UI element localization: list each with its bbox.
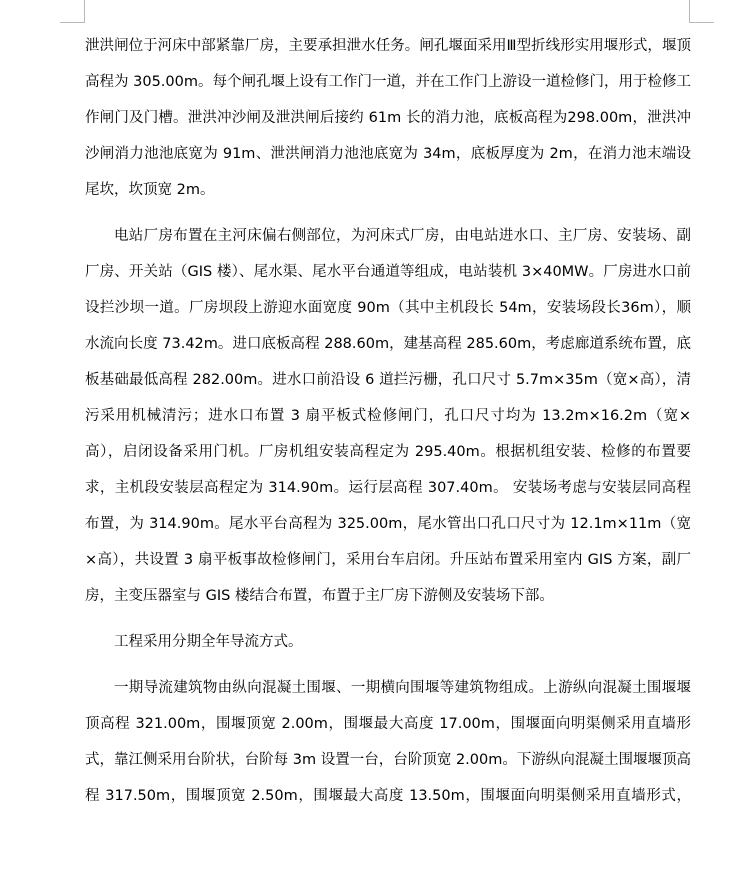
document-body [85,28,691,824]
page-corner-mark-top-left [60,0,85,23]
paragraph-spillway-gate: 泄洪闸位于河床中部紧靠厂房，主要承担泄水任务。闸孔堰面采用Ⅲ型折线形实用堰形式，堰顶高程为 305.00m。每个闸孔堰上设有工作门一道，并在工作门上游设一道检修门，用于检修工作闸门及门槽。泄洪冲沙闸及泄洪闸后接约 61m 长的消力池，底板高程为298.00m，泄洪冲沙闸消力池池底宽为 91m、泄洪闸消力池池底宽为 34m，底板厚度为 2m，在消力池末端设尾坎，坎顶宽 2m。 [85,38,691,198]
page-corner-mark-top-right [689,0,714,23]
paragraph-first-stage-cofferdam: 一期导流建筑物由纵向混凝土围堰、一期横向围堰等建筑物组成。上游纵向混凝土围堰堰顶高程 321.00m，围堰顶宽 2.00m，围堰最大高度 17.00m，围堰面向明渠侧采用直墙形式，靠江侧采用台阶状，台阶每 3m 设置一台，台阶顶宽 2.00m。下游纵向混凝土围堰堰顶高程 317.50m，围堰顶宽 2.50m，围堰最大高度 13.50m，围堰面向明渠侧采用直墙形式， [85,680,691,804]
paragraph-powerhouse: 电站厂房布置在主河床偏右侧部位，为河床式厂房，由电站进水口、主厂房、安装场、副厂房、开关站（GIS 楼）、尾水渠、尾水平台通道等组成，电站装机 3×40MW。厂房进水口前设拦沙坝一道。厂房坝段上游迎水面宽度 90m（其中主机段长 54m，安装场段长36m），顺水流向长度 73.42m。进口底板高程 288.60m，建基高程 285.60m，考虑廊道系统布置，底板基础最低高程 282.00m。进水口前沿设 6 道拦污栅，孔口尺寸 5.7m×35m（宽×高），清污采用机械清污；进水口布置 3 扇平板式检修闸门，孔口尺寸均为 13.2m×16.2m（宽×高），启闭设备采用门机。厂房机组安装高程定为 295.40m。根据机组安装、检修的布置要求，主机段安装层高程定为 314.90m。运行层高程 307.40m。 安装场考虑与安装层同高程布置，为 314.90m。尾水平台高程为 325.00m，尾水管出口孔口尺寸为 12.1m×11m（宽×高），共设置 3 扇平板事故检修闸门，采用台车启闭。升压站布置采用室内 GIS 方案，副厂房，主变压器室与 GIS 楼结合布置，布置于主厂房下游侧及安装场下部。 [85,228,691,604]
paragraph-diversion-method: 工程采用分期全年导流方式。 [114,634,303,650]
